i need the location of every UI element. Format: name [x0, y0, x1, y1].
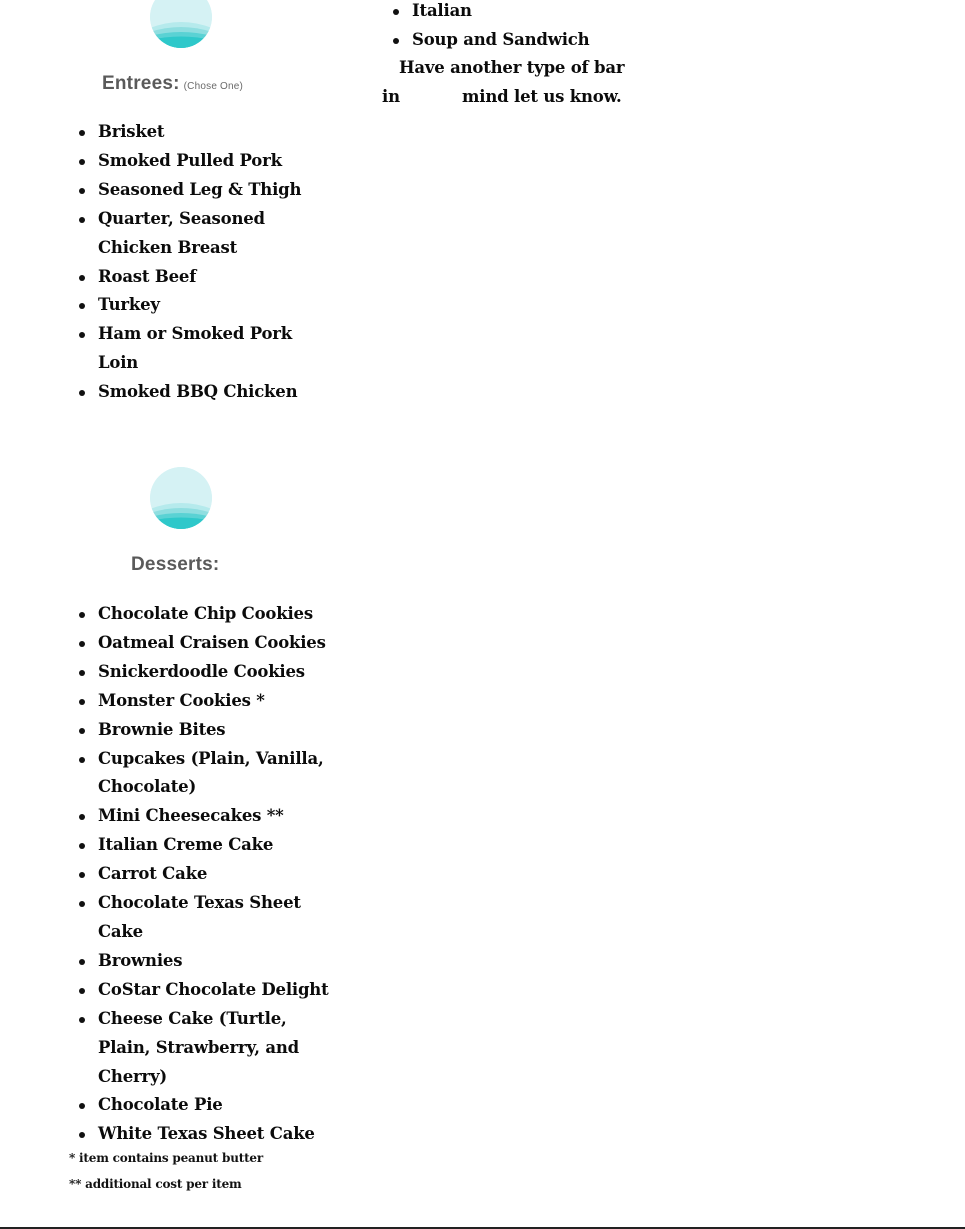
list-item-label: White Texas Sheet Cake [98, 1124, 315, 1144]
desserts-heading-label: Desserts: [131, 554, 220, 575]
entrees-heading-label: Entrees: [102, 73, 180, 94]
circle-graphic [150, 467, 212, 529]
list-item [68, 1120, 329, 1149]
entrees-heading [102, 73, 243, 95]
bar-request-note-line2-end: mind let us know. [462, 87, 622, 106]
list-item [382, 26, 589, 55]
bar-request-note-line1: Have another type of bar [399, 58, 625, 77]
list-item-label: Quarter, Seasoned [98, 208, 265, 228]
list-item-label: Chocolate Chip Cookies [98, 604, 313, 623]
teal-circle-icon [150, 0, 212, 48]
list-item [68, 600, 329, 629]
teal-circle-icon [150, 467, 212, 529]
list-item-label: Cheese Cake (Turtle, [98, 1008, 287, 1028]
list-item [68, 976, 329, 1005]
list-item [68, 118, 301, 147]
list-item [68, 378, 301, 407]
list-item-label: Smoked BBQ Chicken [98, 382, 298, 402]
list-item [382, 0, 589, 26]
list-item [68, 745, 329, 803]
list-item-label: Cupcakes (Plain, Vanilla, [98, 748, 324, 768]
list-item-label: Chocolate Pie [98, 1095, 223, 1115]
desserts-heading [131, 554, 219, 576]
list-item-label: Turkey [98, 295, 160, 315]
list-item [68, 658, 329, 687]
list-item-label: Carrot Cake [98, 864, 208, 884]
list-item-label-cont: Plain, Strawberry, and [98, 1037, 299, 1057]
entrees-note: (Chose One) [183, 81, 244, 92]
list-item [68, 147, 301, 176]
list-item-label-cont: Cake [98, 921, 143, 941]
bar-request-note-line2-start: in [382, 87, 400, 106]
list-item-label: Brownies [98, 950, 183, 970]
list-item-label: Monster Cookies * [98, 690, 265, 710]
footnote-additional-cost: ** additional cost per item [69, 1177, 242, 1191]
list-item-label: Brisket [98, 122, 165, 141]
list-item-label: Soup and Sandwich [412, 29, 590, 49]
footnote-peanut: * item contains peanut butter [69, 1151, 263, 1165]
list-item [68, 687, 329, 716]
bars-list [382, 0, 589, 55]
list-item [68, 629, 329, 658]
list-item [68, 947, 329, 976]
list-item-label: Oatmeal Craisen Cookies [98, 632, 326, 652]
list-item-label-cont: Cherry) [98, 1066, 168, 1086]
list-item-label: CoStar Chocolate Delight [98, 979, 329, 999]
list-item [68, 716, 329, 745]
list-item-label: Snickerdoodle Cookies [98, 661, 305, 681]
list-item-label-cont: Chicken Breast [98, 237, 238, 257]
list-item [68, 802, 329, 831]
list-item [68, 1005, 329, 1092]
list-item-label-cont: Loin [98, 353, 139, 373]
list-item-label: Brownie Bites [98, 719, 226, 739]
list-item-label: Smoked Pulled Pork [98, 150, 282, 170]
list-item-label-cont: Chocolate) [98, 777, 197, 797]
list-item [68, 291, 301, 320]
list-item-label: Ham or Smoked Pork [98, 324, 293, 344]
list-item-label: Italian [412, 1, 472, 20]
list-item [68, 263, 301, 292]
list-item [68, 176, 301, 205]
entrees-list [68, 118, 301, 407]
list-item-label: Chocolate Texas Sheet [98, 893, 301, 913]
circle-graphic [150, 0, 212, 48]
list-item [68, 1091, 329, 1120]
list-item-label: Roast Beef [98, 266, 197, 286]
list-item [68, 889, 329, 947]
list-item [68, 205, 301, 263]
list-item-label: Seasoned Leg & Thigh [98, 179, 302, 199]
list-item-label: Italian Creme Cake [98, 835, 274, 855]
list-item [68, 320, 301, 378]
list-item [68, 860, 329, 889]
list-item [68, 831, 329, 860]
desserts-list [68, 600, 329, 1149]
list-item-label: Mini Cheesecakes ** [98, 806, 284, 826]
